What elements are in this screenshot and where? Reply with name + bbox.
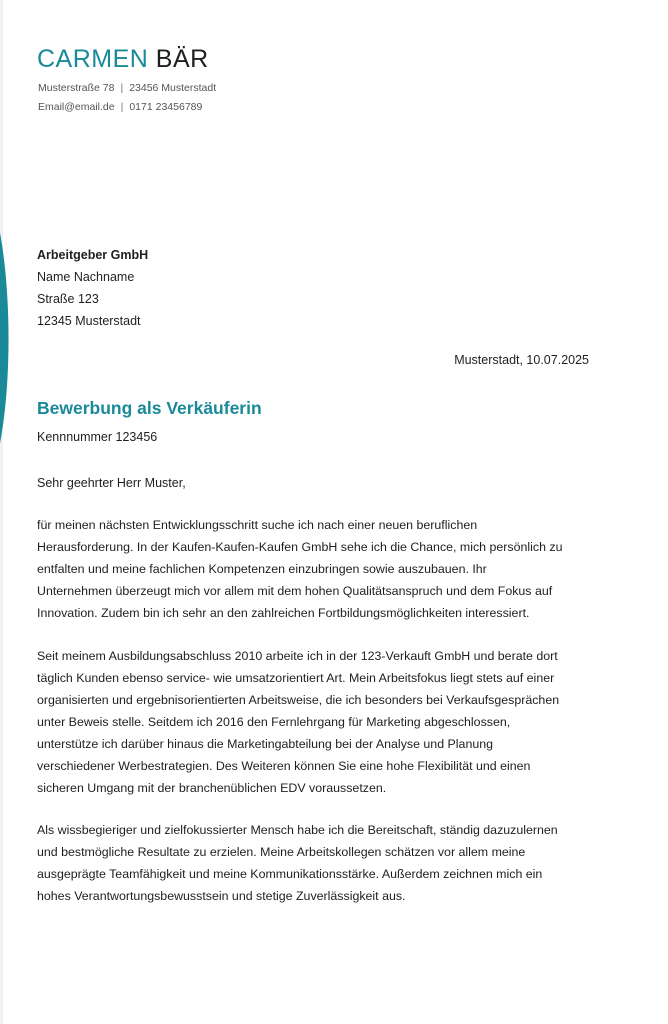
- paragraph-line: und bestmögliche Resultate zu erzielen. Meine Arbeitskollegen schätzen vor allem meine: [37, 845, 526, 859]
- accent-arc-decoration: [0, 200, 18, 476]
- recipient-city: 12345 Musterstadt: [37, 314, 141, 328]
- salutation: Sehr geehrter Herr Muster,: [37, 476, 186, 490]
- paragraph-line: Seit meinem Ausbildungsabschluss 2010 arbeite ich in der 123-Verkauft GmbH und berate dort: [37, 649, 558, 663]
- separator: |: [120, 101, 124, 113]
- paragraph-line: Herausforderung. In der Kaufen-Kaufen-Kaufen GmbH sehe ich die Chance, mich persönlich zu: [37, 540, 563, 554]
- applicant-phone: 0171 23456789: [129, 101, 203, 113]
- paragraph-line: unterstütze ich darüber hinaus die Marketingabteilung bei der Analyse und Planung: [37, 737, 494, 751]
- letter-subject: Bewerbung als Verkäuferin: [37, 398, 262, 418]
- page-edge: [0, 0, 3, 1024]
- paragraph-line: unter Beweis stelle. Seitdem ich 2016 den Fernlehrgang für Marketing abgeschlossen,: [37, 715, 511, 729]
- body-paragraph-3: [37, 819, 597, 907]
- reference-number: Kennnummer 123456: [37, 430, 158, 444]
- applicant-contact: [38, 100, 202, 114]
- letter-date: Musterstadt, 10.07.2025: [454, 353, 589, 367]
- paragraph-line: verschiedener Werbestrategien. Des Weiteren können Sie eine hohe Flexibilität und einen: [37, 759, 531, 773]
- paragraph-line: sicheren Umgang mit der branchenüblichen EDV voraussetzen.: [37, 781, 387, 795]
- paragraph-line: Innovation. Zudem bin ich sehr an den zahlreichen Fortbildungsmöglichkeiten interessiert.: [37, 606, 530, 620]
- applicant-city: 23456 Musterstadt: [129, 82, 217, 94]
- paragraph-line: ausgeprägte Teamfähigkeit und meine Kommunikationsstärke. Außerdem zeichnen mich ein: [37, 867, 543, 881]
- separator: |: [120, 82, 124, 94]
- paragraph-line: Als wissbegieriger und zielfokussierter Mensch habe ich die Bereitschaft, ständig dazuzulernen: [37, 823, 558, 837]
- paragraph-line: Unternehmen überzeugt mich vor allem mit dem hohen Qualitätsanspruch und dem Fokus auf: [37, 584, 553, 598]
- body-paragraph-1: [37, 514, 597, 624]
- paragraph-line: für meinen nächsten Entwicklungsschritt suche ich nach einer neuen beruflichen: [37, 518, 478, 532]
- applicant-street: Musterstraße 78: [38, 82, 115, 94]
- applicant-name: [37, 44, 209, 74]
- applicant-address: [38, 81, 216, 95]
- paragraph-line: organisierten und ergebnisorientierten Arbeitsweise, die ich besonders bei Verkaufsgesprächen: [37, 693, 560, 707]
- body-paragraph-2: [37, 645, 597, 799]
- paragraph-line: entfalten und meine fachlichen Kompetenzen einzubringen sowie auszubauen. Ihr: [37, 562, 487, 576]
- paragraph-line: täglich Kunden ebenso service- wie umsatzorientiert Art. Mein Arbeitsfokus liegt stets auf einer: [37, 671, 555, 685]
- paragraph-line: hohes Verantwortungsbewusstsein und stetige Zuverlässigkeit aus.: [37, 889, 406, 903]
- applicant-last-name: BÄR: [155, 45, 209, 73]
- recipient-name: Name Nachname: [37, 270, 135, 284]
- recipient-company: Arbeitgeber GmbH: [37, 248, 149, 262]
- recipient-address-block: [37, 244, 148, 332]
- applicant-email: Email@email.de: [38, 101, 115, 113]
- applicant-first-name: CARMEN: [37, 45, 149, 73]
- recipient-street: Straße 123: [37, 292, 99, 306]
